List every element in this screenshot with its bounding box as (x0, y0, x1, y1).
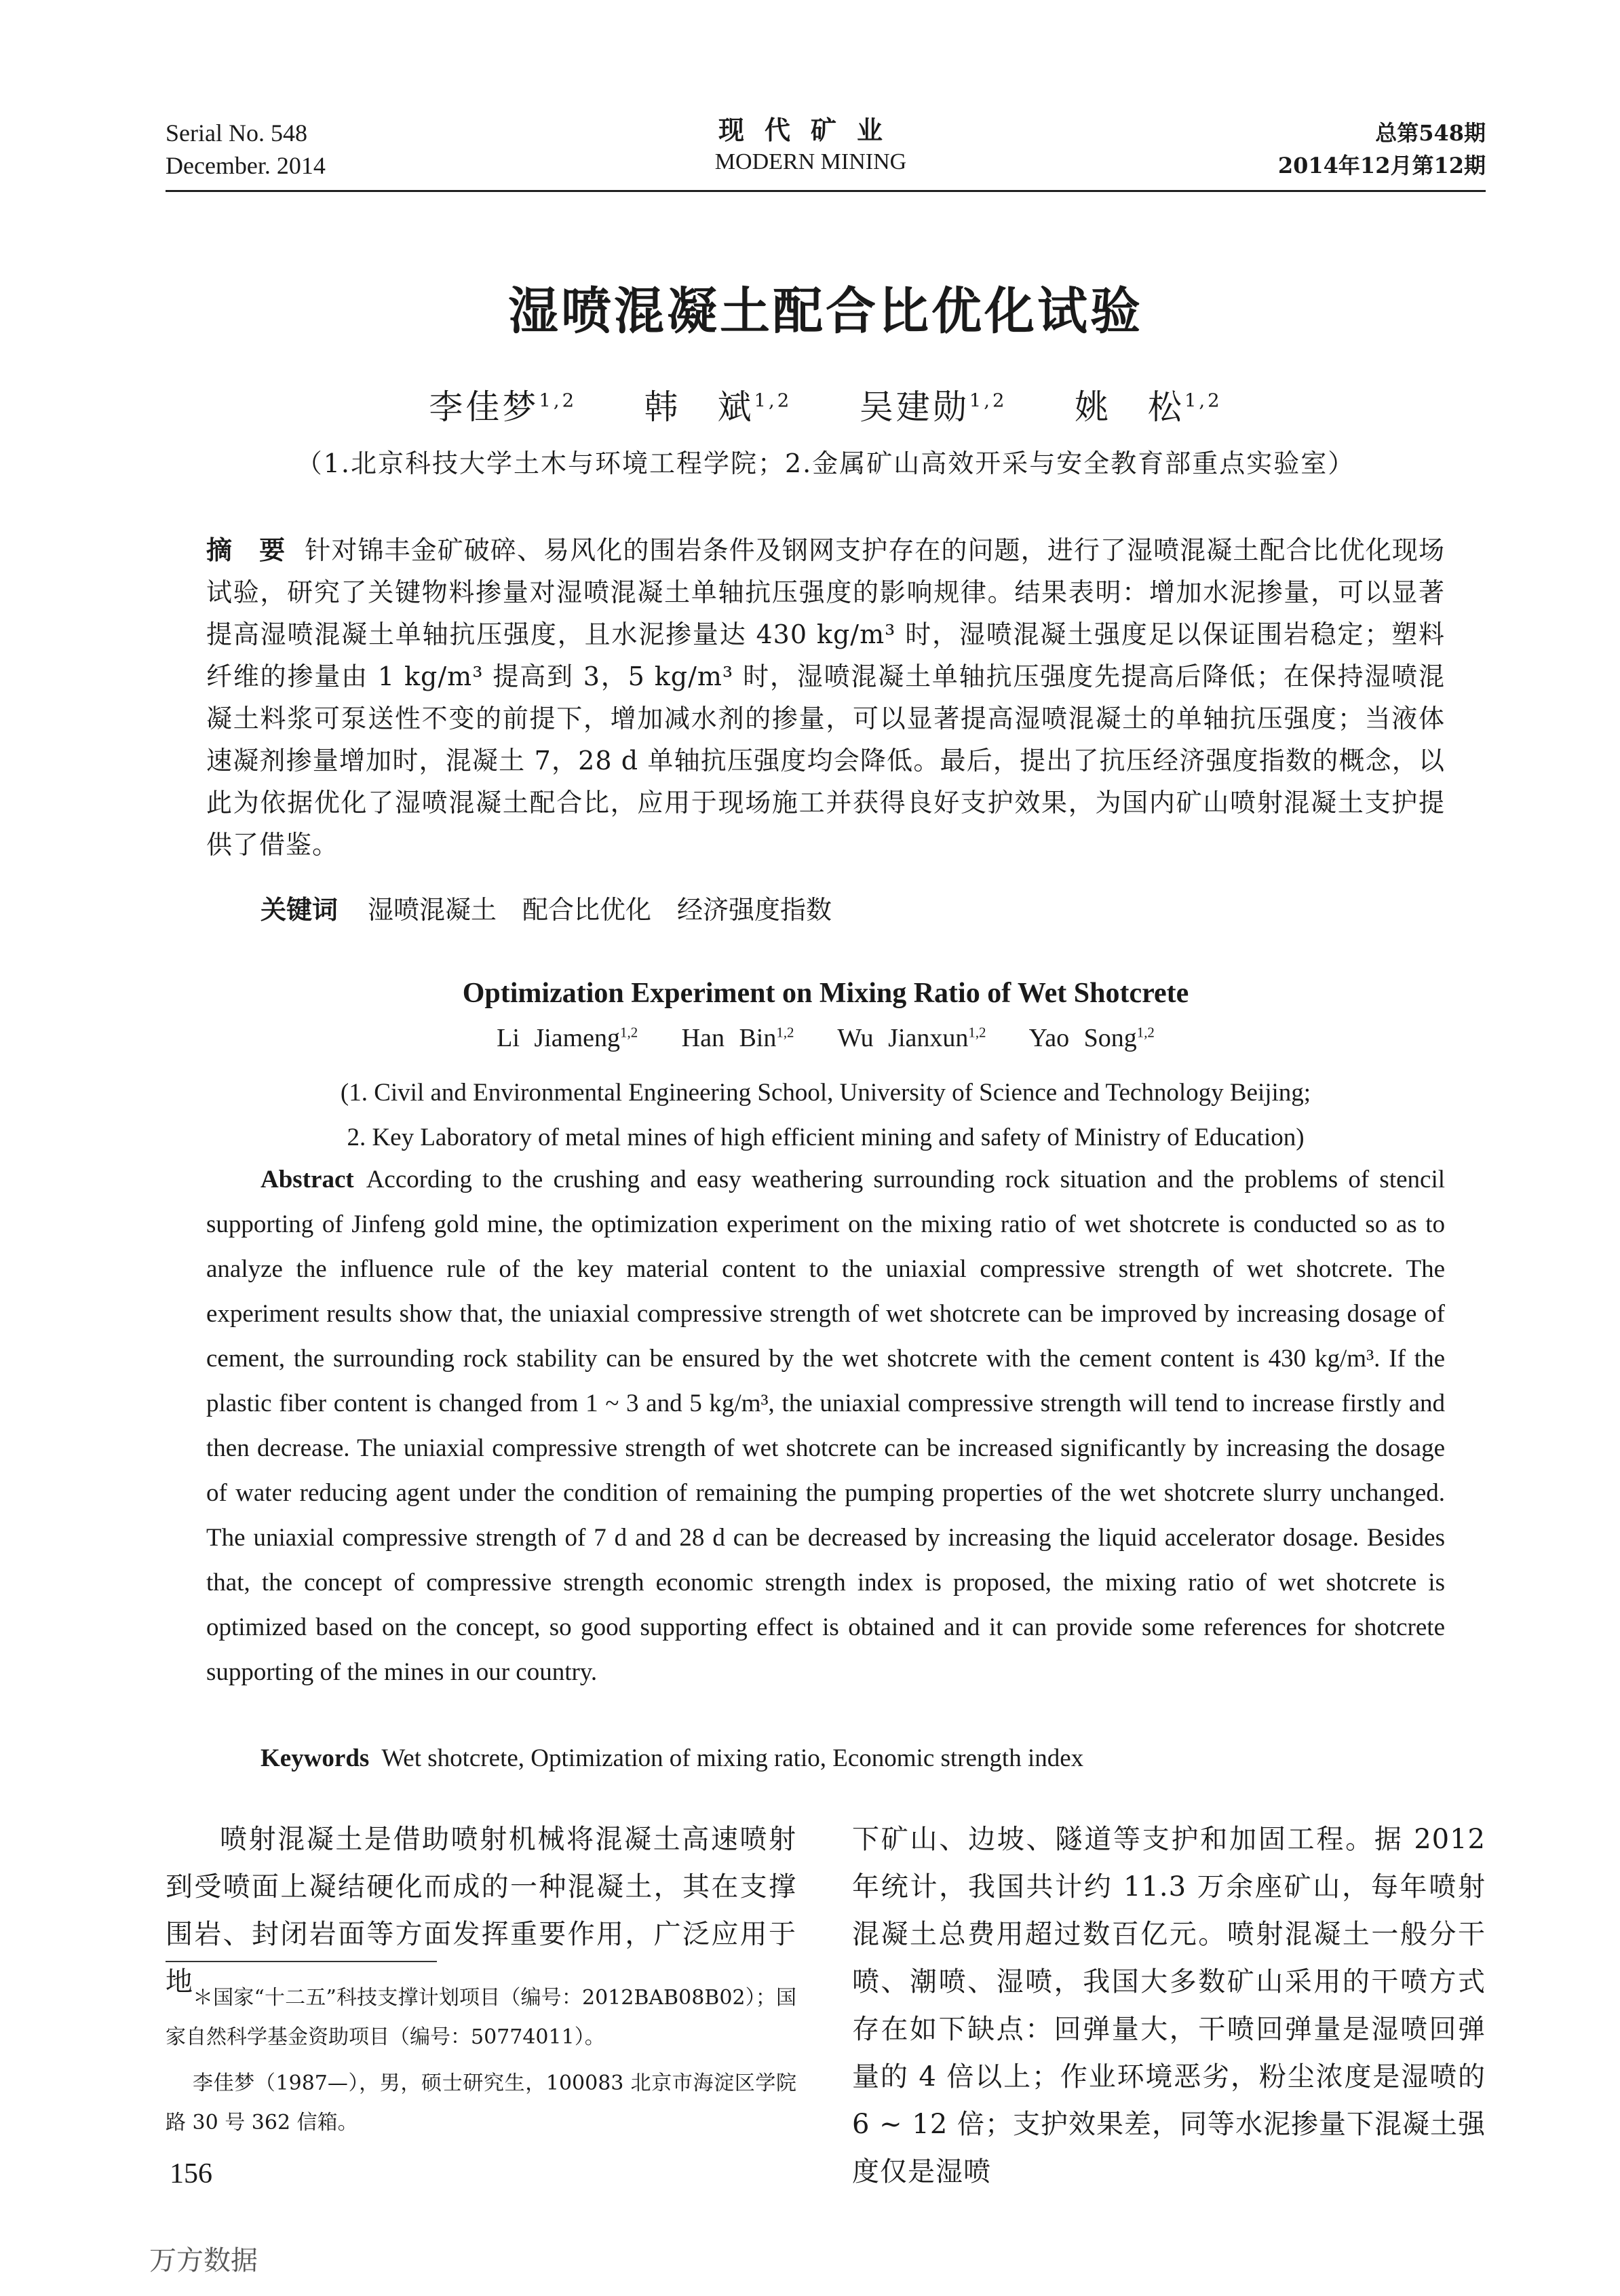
header-rule (166, 190, 1486, 192)
footnote-funding: ＊国家“十二五”科技支撑计划项目（编号：2012BAB08B02）；国家自然科学基金资助项目（编号：50774011）。 (166, 1986, 796, 2049)
affiliation-en (206, 1071, 1445, 1160)
body-column-left: 喷射混凝土是借助喷射机械将混凝土高速喷射到受喷面上凝结硬化而成的一种混凝土，其在支撑围岩、封闭岩面等方面发挥重要作用，广泛应用于地 (166, 1824, 796, 1997)
keywords-en-label: Keywords (261, 1744, 370, 1772)
running-header-left (166, 117, 518, 182)
keywords-en-text: Wet shotcrete, Optimization of mixing ratio, Economic strength index (381, 1744, 1084, 1772)
body-column-right: 下矿山、边坡、隧道等支护和加固工程。据 2012 年统计，我国共计约 11.3 万余座矿山，每年喷射混凝土总费用超过数百亿元。喷射混凝土一般分干喷、潮喷、湿喷，我国大多数矿山采用的干喷方式存在如下缺点：回弹量大，干喷回弹量是湿喷回弹量的 4 倍以上；作业环境恶劣，粉尘浓度是湿喷的 6 ~ 12 倍；支护效果差，同等水泥掺量下混凝土强度仅是湿喷 (852, 1824, 1486, 2187)
keywords-cn-label: 关键词 (261, 895, 339, 925)
watermark: 万方数据 (149, 2245, 258, 2276)
author-en: Yao Song$^{1,2}$ (1028, 1024, 1155, 1052)
authors-en (166, 1023, 1486, 1053)
author-cn: 吴建勋$^{1,2}$ (859, 387, 1007, 427)
issue-total: 总第548期 (1375, 120, 1486, 146)
keywords-en (261, 1744, 1445, 1773)
page-number: 156 (170, 2158, 212, 2189)
abstract-cn (206, 529, 1445, 866)
affiliation-cn: （1.北京科技大学土木与环境工程学院；2.金属矿山高效开采与安全教育部重点实验室） (296, 448, 1355, 478)
keywords-cn (261, 889, 1445, 926)
author-cn: 姚 松$^{1,2}$ (1074, 387, 1222, 427)
author-en: Li Jiameng$^{1,2}$ (497, 1024, 638, 1052)
abstract-cn-label: 摘 要 (206, 535, 286, 565)
running-header-right (1085, 117, 1486, 182)
author-cn: 李佳梦$^{1,2}$ (429, 387, 577, 427)
journal-name-en: MODERN MINING (714, 149, 907, 174)
serial-number: Serial No. 548 (166, 119, 307, 147)
authors-cn (166, 380, 1486, 429)
author-en: Wu Jianxun$^{1,2}$ (837, 1024, 986, 1052)
author-en: Han Bin$^{1,2}$ (681, 1024, 794, 1052)
affiliation-en-line: (1. Civil and Environmental Engineering School, University of Science and Technology Beijing; (340, 1079, 1311, 1107)
running-header-center (611, 114, 1011, 178)
journal-name-cn: 现代矿业 (718, 115, 903, 145)
abstract-en (206, 1157, 1445, 1695)
issue-date-en: December. 2014 (166, 152, 326, 179)
keywords-cn-text: 湿喷混凝土 配合比优化 经济强度指数 (368, 895, 832, 925)
abstract-cn-text: 针对锦丰金矿破碎、易风化的围岩条件及钢网支护存在的问题，进行了湿喷混凝土配合比优化现场试验，研究了关键物料掺量对湿喷混凝土单轴抗压强度的影响规律。结果表明：增加水泥掺量，可以显著提高湿喷混凝土单轴抗压强度，且水泥掺量达 430 kg/m³ 时，湿喷混凝土强度足以保证围岩稳定；塑料纤维的掺量由 1 kg/m³ 提高到 3，5 kg/m³ 时，湿喷混凝土单轴抗压强度先提高后降低；在保持湿喷混凝土料浆可泵送性不变的前提下，增加减水剂的掺量，可以显著提高湿喷混凝土的单轴抗压强度；当液体速凝剂掺量增加时，混凝土 7，28 d 单轴抗压强度均会降低。最后，提出了抗压经济强度指数的概念，以此为依据优化了湿喷混凝土配合比，应用于现场施工并获得良好支护效果，为国内矿山喷射混凝土支护提供了借鉴。 (206, 535, 1445, 860)
paper-title-cn: 湿喷混凝土配合比优化试验 (508, 282, 1143, 341)
paper-title-en: Optimization Experiment on Mixing Ratio of Wet Shotcrete (462, 978, 1189, 1009)
footnote-author: 李佳梦（1987—），男，硕士研究生，100083 北京市海淀区学院路 30 号 362 信箱。 (166, 2071, 796, 2135)
abstract-en-label: Abstract (261, 1166, 354, 1193)
affiliation-en-line: 2. Key Laboratory of metal mines of high efficient mining and safety of Ministry of Education) (347, 1124, 1305, 1151)
abstract-en-text: According to the crushing and easy weathering surrounding rock situation and the problems of stencil supporting of Jinfeng gold mine, the optimization experiment on the mixing ratio of wet shotcrete is conducted so as to analyze the influence rule of the key material content to the uniaxial compressive strength of wet shotcrete. The experiment results show that, the uniaxial compressive strength of wet shotcrete can be improved by increasing dosage of cement, the surrounding rock stability can be ensured by the wet shotcrete with the cement content is 430 kg/m³. If the plastic fiber content is changed from 1 ~ 3 and 5 kg/m³, the uniaxial compressive strength will tend to increase firstly and then decrease. The uniaxial compressive strength of wet shotcrete can be increased significantly by increasing the dosage of water reducing agent under the condition of remaining the pumping properties of the wet shotcrete slurry unchanged. The uniaxial compressive strength of 7 d and 28 d can be decreased by increasing the liquid accelerator dosage. Besides that, the concept of compressive strength economic strength index is proposed, the mixing ratio of wet shotcrete is optimized based on the concept, so good supporting effect is obtained and it can provide some references for shotcrete supporting of the mines in our country. (206, 1166, 1445, 1686)
issue-date-cn: 2014年12月第12期 (1277, 153, 1486, 178)
footnote-rule (166, 1961, 437, 1962)
author-cn: 韩 斌$^{1,2}$ (644, 387, 792, 427)
